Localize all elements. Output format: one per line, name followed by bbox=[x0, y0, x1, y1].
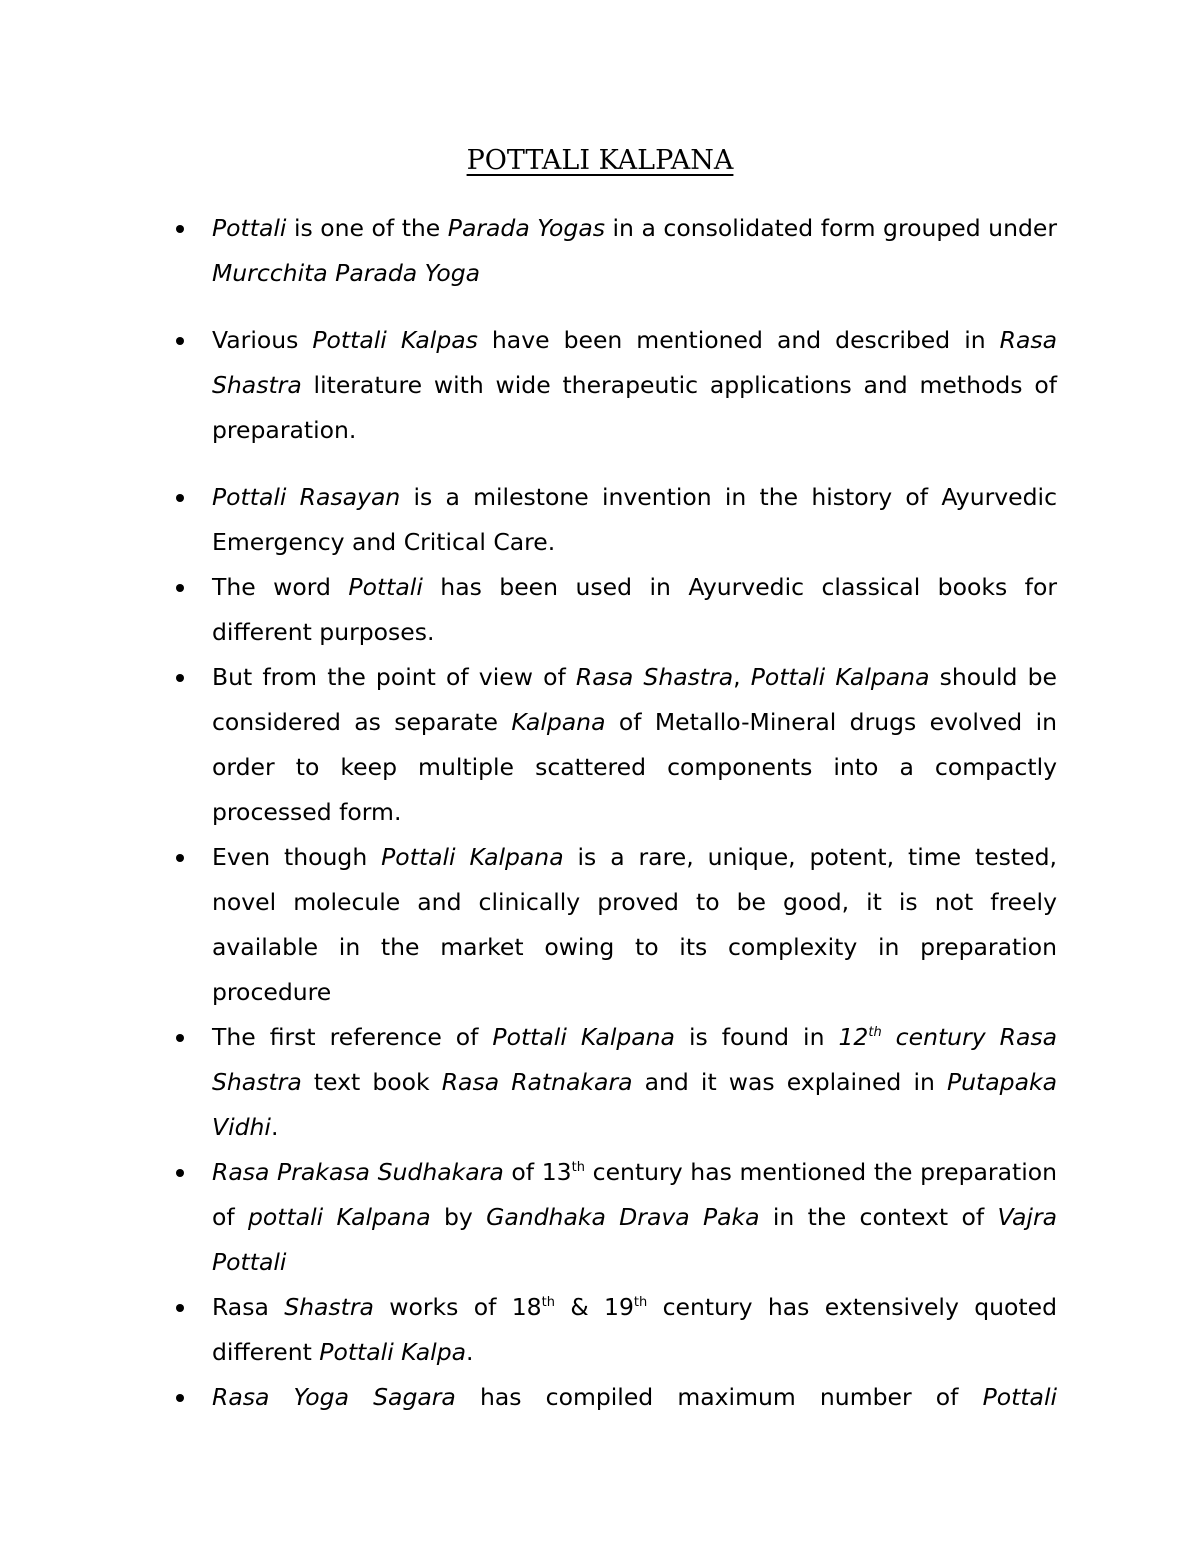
bullet-text-segment: Pottali Kalpana bbox=[381, 843, 564, 871]
bullet-text-segment: Pottali Kalpas bbox=[312, 326, 478, 354]
bullet-text-segment: Pottali bbox=[212, 214, 287, 242]
document-title: POTTALI KALPANA bbox=[466, 145, 734, 176]
bullet-text-segment: is a rare, unique, potent, time tested, novel molecule and clinically proved to be good, it is not freely available in the market owing to its complexity in preparation procedure bbox=[212, 843, 1057, 1006]
bullet-text-segment: . bbox=[270, 1113, 279, 1141]
bullet-text-segment: Kalpana bbox=[511, 708, 606, 736]
bullet-text-segment: . bbox=[466, 1338, 474, 1366]
bullet-text-segment: century has mentioned the preparation of bbox=[212, 1158, 1057, 1231]
bullet-text-segment: Gandhaka Drava Paka bbox=[486, 1203, 760, 1231]
bullet-text-segment: th bbox=[633, 1295, 648, 1310]
bullet-text-segment: and it was explained in bbox=[632, 1068, 947, 1096]
bullet-dot-icon bbox=[176, 584, 184, 592]
bullet-dot-icon bbox=[176, 1394, 184, 1402]
bullet-item bbox=[212, 475, 1057, 565]
bullet-text-segment: of Metallo-Mineral drugs evolved in order to keep multiple scattered components into a compactly processed form. bbox=[212, 708, 1058, 826]
bullet-text-segment: Pottali Kalpa bbox=[319, 1338, 467, 1366]
bullet-text-segment: Pottali Kalpana bbox=[750, 663, 930, 691]
bullet-text-segment: have been mentioned and described in bbox=[477, 326, 1000, 354]
bullet-item bbox=[212, 835, 1057, 1015]
bullet-item bbox=[212, 206, 1057, 296]
bullet-text-segment: The word bbox=[212, 573, 349, 601]
bullet-item bbox=[212, 565, 1057, 655]
bullet-dot-icon bbox=[176, 337, 184, 345]
bullet-text-segment: Murcchita Parada Yoga bbox=[212, 259, 481, 287]
bullet-text-segment: But from the point of view of bbox=[212, 663, 576, 691]
bullet-text-segment: Rasa Yoga Sagara bbox=[212, 1383, 456, 1411]
bullet-item bbox=[212, 1375, 1057, 1420]
bullet-text-segment: century Rasa Shastra bbox=[212, 1023, 1057, 1096]
bullet-text-segment: has compiled maximum number of bbox=[455, 1383, 983, 1411]
bullet-text-segment: th bbox=[868, 1025, 882, 1040]
bullet-text-segment: should be considered as separate bbox=[212, 663, 1057, 736]
bullet-text-segment: Putapaka Vidhi bbox=[212, 1068, 1057, 1141]
bullet-dot-icon bbox=[176, 494, 184, 502]
bullet-text-segment: is a milestone invention in the history of Ayurvedic Emergency and Critical Care. bbox=[212, 483, 1057, 556]
bullet-list bbox=[212, 206, 1057, 1420]
bullet-text-segment: Rasa Shastra bbox=[575, 663, 734, 691]
bullet-item bbox=[212, 318, 1057, 453]
bullet-text-segment: works of 18 bbox=[373, 1293, 542, 1321]
bullet-text-segment: , bbox=[733, 663, 751, 691]
bullet-text-segment: Rasa Prakasa Sudhakara bbox=[212, 1158, 504, 1186]
bullet-text-segment: is one of the bbox=[286, 214, 448, 242]
bullet-text-segment: Various bbox=[212, 326, 313, 354]
bullet-dot-icon bbox=[176, 854, 184, 862]
bullet-text-segment: text book bbox=[301, 1068, 442, 1096]
bullet-text-segment: Rasa bbox=[212, 1293, 285, 1321]
bullet-text-segment: Pottali bbox=[348, 573, 423, 601]
bullet-text-segment: pottali Kalpana bbox=[247, 1203, 431, 1231]
bullet-dot-icon bbox=[176, 1034, 184, 1042]
bullet-item bbox=[212, 1150, 1057, 1285]
bullet-text-segment: Pottali bbox=[982, 1383, 1058, 1411]
bullet-text-segment: Pottali Rasayan bbox=[212, 483, 401, 511]
bullet-text-segment: century has extensively quoted different bbox=[212, 1293, 1057, 1366]
bullet-item bbox=[212, 1285, 1057, 1375]
bullet-text-segment: & 19 bbox=[554, 1293, 634, 1321]
bullet-dot-icon bbox=[176, 1169, 184, 1177]
bullet-dot-icon bbox=[176, 225, 184, 233]
bullet-text-segment: of 13 bbox=[503, 1158, 572, 1186]
bullet-text-segment: th bbox=[541, 1295, 555, 1310]
bullet-text-segment: in the context of bbox=[759, 1203, 998, 1231]
bullet-text-segment: Rasa Shastra bbox=[212, 326, 1057, 399]
bullet-text-segment: Vajra Pottali bbox=[212, 1203, 1058, 1276]
bullet-item bbox=[212, 655, 1057, 835]
bullet-dot-icon bbox=[176, 674, 184, 682]
bullet-text-segment: in a consolidated form grouped under bbox=[605, 214, 1057, 242]
bullet-text-segment: by bbox=[430, 1203, 487, 1231]
bullet-text-segment: Parada Yogas bbox=[447, 214, 605, 242]
bullet-text-segment: literature with wide therapeutic applications and methods of preparation. bbox=[212, 371, 1057, 444]
bullet-text-segment: 12 bbox=[838, 1023, 869, 1051]
bullet-text-segment: th bbox=[571, 1160, 585, 1175]
bullet-text-segment: is found in bbox=[674, 1023, 839, 1051]
bullet-text-segment: has been used in Ayurvedic classical books for different purposes. bbox=[212, 573, 1057, 646]
bullet-dot-icon bbox=[176, 1304, 184, 1312]
bullet-text-segment: The first reference of bbox=[212, 1023, 493, 1051]
bullet-text-segment: Rasa Ratnakara bbox=[441, 1068, 633, 1096]
bullet-text-segment: Even though bbox=[212, 843, 382, 871]
bullet-item bbox=[212, 1015, 1057, 1150]
bullet-text-segment: Shastra bbox=[284, 1293, 374, 1321]
bullet-text-segment: Pottali Kalpana bbox=[492, 1023, 675, 1051]
